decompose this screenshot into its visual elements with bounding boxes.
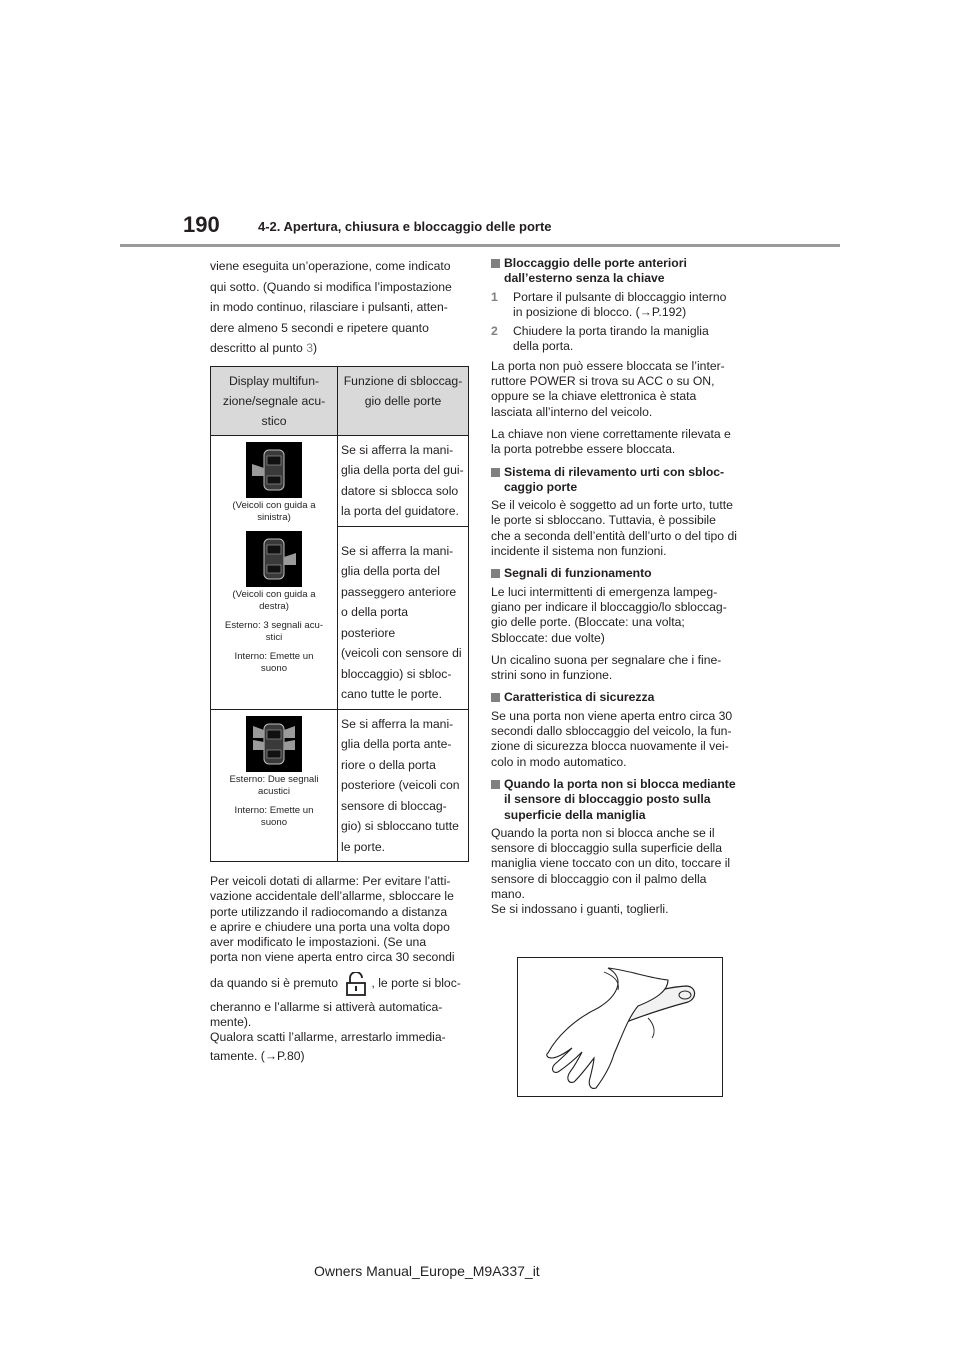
table-cell-function-passenger — [338, 526, 469, 709]
para-line: Un cicalino suona per segnalare che i fine- — [491, 652, 722, 667]
para-line: le porte si sbloccano. Tuttavia, è possibile — [491, 513, 716, 528]
paragraph — [491, 826, 753, 918]
step-line: in posizione di blocco. (→P.192) — [513, 304, 687, 319]
alarm-line-with-icon — [210, 966, 468, 1000]
hand-door-handle-illustration — [517, 957, 723, 1097]
caption-rhd — [213, 589, 335, 614]
caption-internal — [213, 651, 335, 676]
table-cell-display-driver — [211, 435, 338, 709]
cell-line: glia della porta del gui- — [341, 463, 464, 477]
para-line: che a seconda dell’entità dell’urto o del tipo di — [491, 528, 737, 543]
caption-line: Esterno: 3 segnali acu- — [224, 619, 324, 631]
heading-line: superficie della maniglia — [504, 807, 646, 822]
alarm-line-text: , le porte si bloc- — [371, 975, 461, 990]
cell-line: glia della porta ante- — [341, 737, 452, 751]
car-door-driver-icon — [246, 442, 302, 498]
para-line: sensore di bloccaggio con il palmo della — [491, 871, 707, 886]
caption-line: suono — [260, 663, 288, 674]
caption-line: suono — [260, 817, 288, 828]
table-header-row — [211, 366, 469, 435]
section-title: 4-2. Apertura, chiusura e bloccaggio delle porte — [258, 219, 552, 234]
cell-line: cano tutte le porte. — [341, 687, 442, 701]
header-line: gio delle porte — [364, 393, 442, 408]
heading-line: Sistema di rilevamento urti con sbloc- — [504, 464, 725, 479]
table-header-function — [338, 366, 469, 435]
caption-external — [213, 620, 335, 645]
left-column — [210, 256, 468, 1066]
hand-on-handle-drawing — [518, 958, 722, 1096]
para-line: Se una porta non viene aperta entro circa 30 — [491, 708, 733, 723]
para-line: Se il veicolo è soggetto ad un forte urto, tutte — [491, 498, 733, 513]
para-line: colo in modo automatico. — [491, 754, 627, 769]
alarm-line: vazione accidentale dell’allarme, sbloccare le — [210, 889, 454, 904]
caption-line: (Veicoli con guida a — [232, 499, 316, 511]
heading-security-feature — [491, 690, 753, 705]
para-line: maniglia viene toccato con un dito, toccare il — [491, 856, 731, 871]
heading-line: il sensore di bloccaggio posto sulla — [504, 792, 711, 807]
heading-lock-sensor-fail — [491, 777, 753, 823]
header-line: zione/segnale acu- — [222, 393, 326, 408]
caption-line: acustici — [258, 786, 290, 797]
cell-line: glia della porta del — [341, 564, 440, 578]
caption-line: Interno: Emette un — [234, 804, 314, 816]
para-line: la porta potrebbe essere bloccata. — [491, 442, 676, 457]
cell-line: sensore di bloccag- — [341, 798, 447, 813]
cell-line: gio) si sbloccano tutte — [341, 819, 459, 833]
paragraph — [491, 585, 753, 646]
caption-line: sinistra) — [257, 512, 291, 523]
para-line: Le luci intermittenti di emergenza lampeg- — [491, 584, 718, 599]
heading-line: caggio porte — [504, 479, 578, 494]
heading-line: Segnali di funzionamento — [504, 566, 652, 581]
step-2 — [491, 324, 753, 355]
paragraph — [491, 653, 753, 684]
header-rule — [120, 244, 840, 247]
page-number: 190 — [183, 212, 220, 237]
heading-lock-without-key — [491, 256, 753, 287]
heading-line: Quando la porta non si blocca mediante — [504, 776, 736, 791]
unlock-function-table — [210, 366, 469, 863]
intro-line — [210, 338, 468, 359]
intro-close: ) — [312, 341, 318, 355]
intro-line: dere almeno 5 secondi e ripetere quanto — [210, 320, 429, 335]
cell-line: passeggero anteriore — [341, 584, 457, 599]
step-line: Chiudere la porta tirando la maniglia — [513, 324, 709, 339]
cell-line: riore o della porta — [341, 757, 436, 772]
cell-line: o della porta posteriore — [341, 605, 409, 640]
para-line: La porta non può essere bloccata se l’inter- — [491, 358, 725, 373]
alarm-line: e aprire e chiudere una porta una volta dopo — [210, 919, 450, 934]
car-doors-all-icon — [246, 716, 302, 772]
para-line: gio delle porte. (Bloccate: una volta; — [491, 615, 685, 630]
alarm-line: porta non viene aperta entro circa 30 secondi — [210, 950, 455, 965]
cell-line: Se si afferra la mani- — [341, 543, 454, 558]
para-line: Se si indossano i guanti, toglierli. — [491, 902, 669, 917]
cell-line: Se si afferra la mani- — [341, 716, 454, 731]
step-line: della porta. — [513, 339, 574, 354]
step-number: 2 — [491, 324, 498, 339]
para-line: lasciata all’interno del veicolo. — [491, 404, 653, 419]
para-line: giano per indicare il bloccaggio/lo sbloccag- — [491, 599, 727, 614]
alarm-line: mente). — [210, 1015, 252, 1030]
car-door-passenger-icon — [246, 531, 302, 587]
cell-line: le porte. — [341, 839, 386, 854]
cell-line: bloccaggio) si sbloc- — [341, 666, 452, 681]
caption-line: destra) — [259, 601, 289, 612]
para-line: Sbloccate: due volte) — [491, 630, 605, 645]
caption-external — [213, 774, 335, 799]
para-line: ruttore POWER si trova su ACC o su ON, — [491, 374, 715, 389]
cell-line: la porta del guidatore. — [341, 504, 459, 518]
table-header-display — [211, 366, 338, 435]
para-line: strini sono in funzione. — [491, 668, 613, 683]
intro-paragraph — [210, 256, 468, 359]
para-line: incidente il sistema non funzioni. — [491, 544, 667, 559]
cell-line: posteriore (veicoli con — [341, 778, 460, 792]
para-line: oppure se la chiave elettronica è stata — [491, 389, 697, 404]
header-line: stico — [261, 413, 287, 428]
para-line: sensore di bloccaggio sulla superficie della — [491, 841, 723, 856]
intro-line: in modo continuo, rilasciare i pulsanti, atten- — [210, 300, 448, 314]
header-line: Display multifun- — [228, 373, 320, 388]
heading-operation-signals — [491, 566, 753, 581]
unlock-icon — [345, 972, 367, 996]
cell-line: datore si sblocca solo — [341, 483, 459, 498]
table-row — [211, 435, 469, 526]
footer-manual-id: Owners Manual_Europe_M9A337_it — [314, 1263, 540, 1279]
heading-line: Caratteristica di sicurezza — [504, 690, 655, 705]
alarm-line: porte utilizzando il radiocomando a distanza — [210, 904, 448, 919]
alarm-line-text: da quando si è premuto — [210, 975, 339, 990]
heading-impact-unlock — [491, 465, 753, 496]
heading-line: Bloccaggio delle porte anteriori — [504, 256, 687, 270]
para-line: Quando la porta non si blocca anche se il — [491, 825, 715, 840]
header-line: Funzione di sbloccag- — [343, 373, 463, 388]
para-line: zione di sicurezza blocca nuovamente il vei- — [491, 739, 729, 754]
paragraph — [491, 498, 753, 559]
intro-line: qui sotto. (Quando si modifica l’impostazione — [210, 279, 452, 294]
cell-line: Se si afferra la mani- — [341, 442, 454, 457]
intro-line-text: descritto al punto — [210, 341, 307, 355]
cell-line: (veicoli con sensore di — [341, 646, 462, 660]
intro-line: viene eseguita un’operazione, come indicato — [210, 259, 451, 273]
step-number: 1 — [491, 289, 498, 304]
alarm-line: cheranno e l’allarme si attiverà automatica- — [210, 999, 443, 1014]
paragraph — [491, 359, 753, 420]
para-line: La chiave non viene correttamente rilevata e — [491, 426, 731, 441]
caption-internal — [213, 805, 335, 830]
caption-line: Esterno: Due segnali — [229, 773, 319, 785]
caption-lhd — [213, 500, 335, 525]
step-1 — [491, 290, 753, 321]
heading-line: dall’esterno senza la chiave — [504, 271, 665, 286]
table-row — [211, 709, 469, 862]
para-line: mano. — [491, 886, 525, 901]
alarm-line: tamente. (→P.80) — [210, 1048, 305, 1063]
alarm-line: Qualora scatti l’allarme, arrestarlo immedia- — [210, 1030, 446, 1045]
step-line: Portare il pulsante di bloccaggio interno — [513, 289, 727, 304]
caption-line: Interno: Emette un — [234, 650, 314, 662]
alarm-line: aver modificato le impostazioni. (Se una — [210, 935, 427, 950]
table-cell-display-all — [211, 709, 338, 862]
table-cell-function-driver — [338, 435, 469, 526]
alarm-line: Per veicoli dotati di allarme: Per evitare l’atti- — [210, 874, 451, 888]
paragraph — [491, 709, 753, 770]
right-column — [491, 256, 753, 918]
alarm-note — [210, 874, 468, 1066]
table-cell-function-all — [338, 709, 469, 862]
caption-line: stici — [265, 632, 283, 643]
caption-line: (Veicoli con guida a — [232, 588, 316, 600]
step-ref: 3 — [306, 341, 313, 355]
paragraph — [491, 427, 753, 458]
para-line: secondi dallo sbloccaggio del veicolo, la fun- — [491, 724, 732, 739]
